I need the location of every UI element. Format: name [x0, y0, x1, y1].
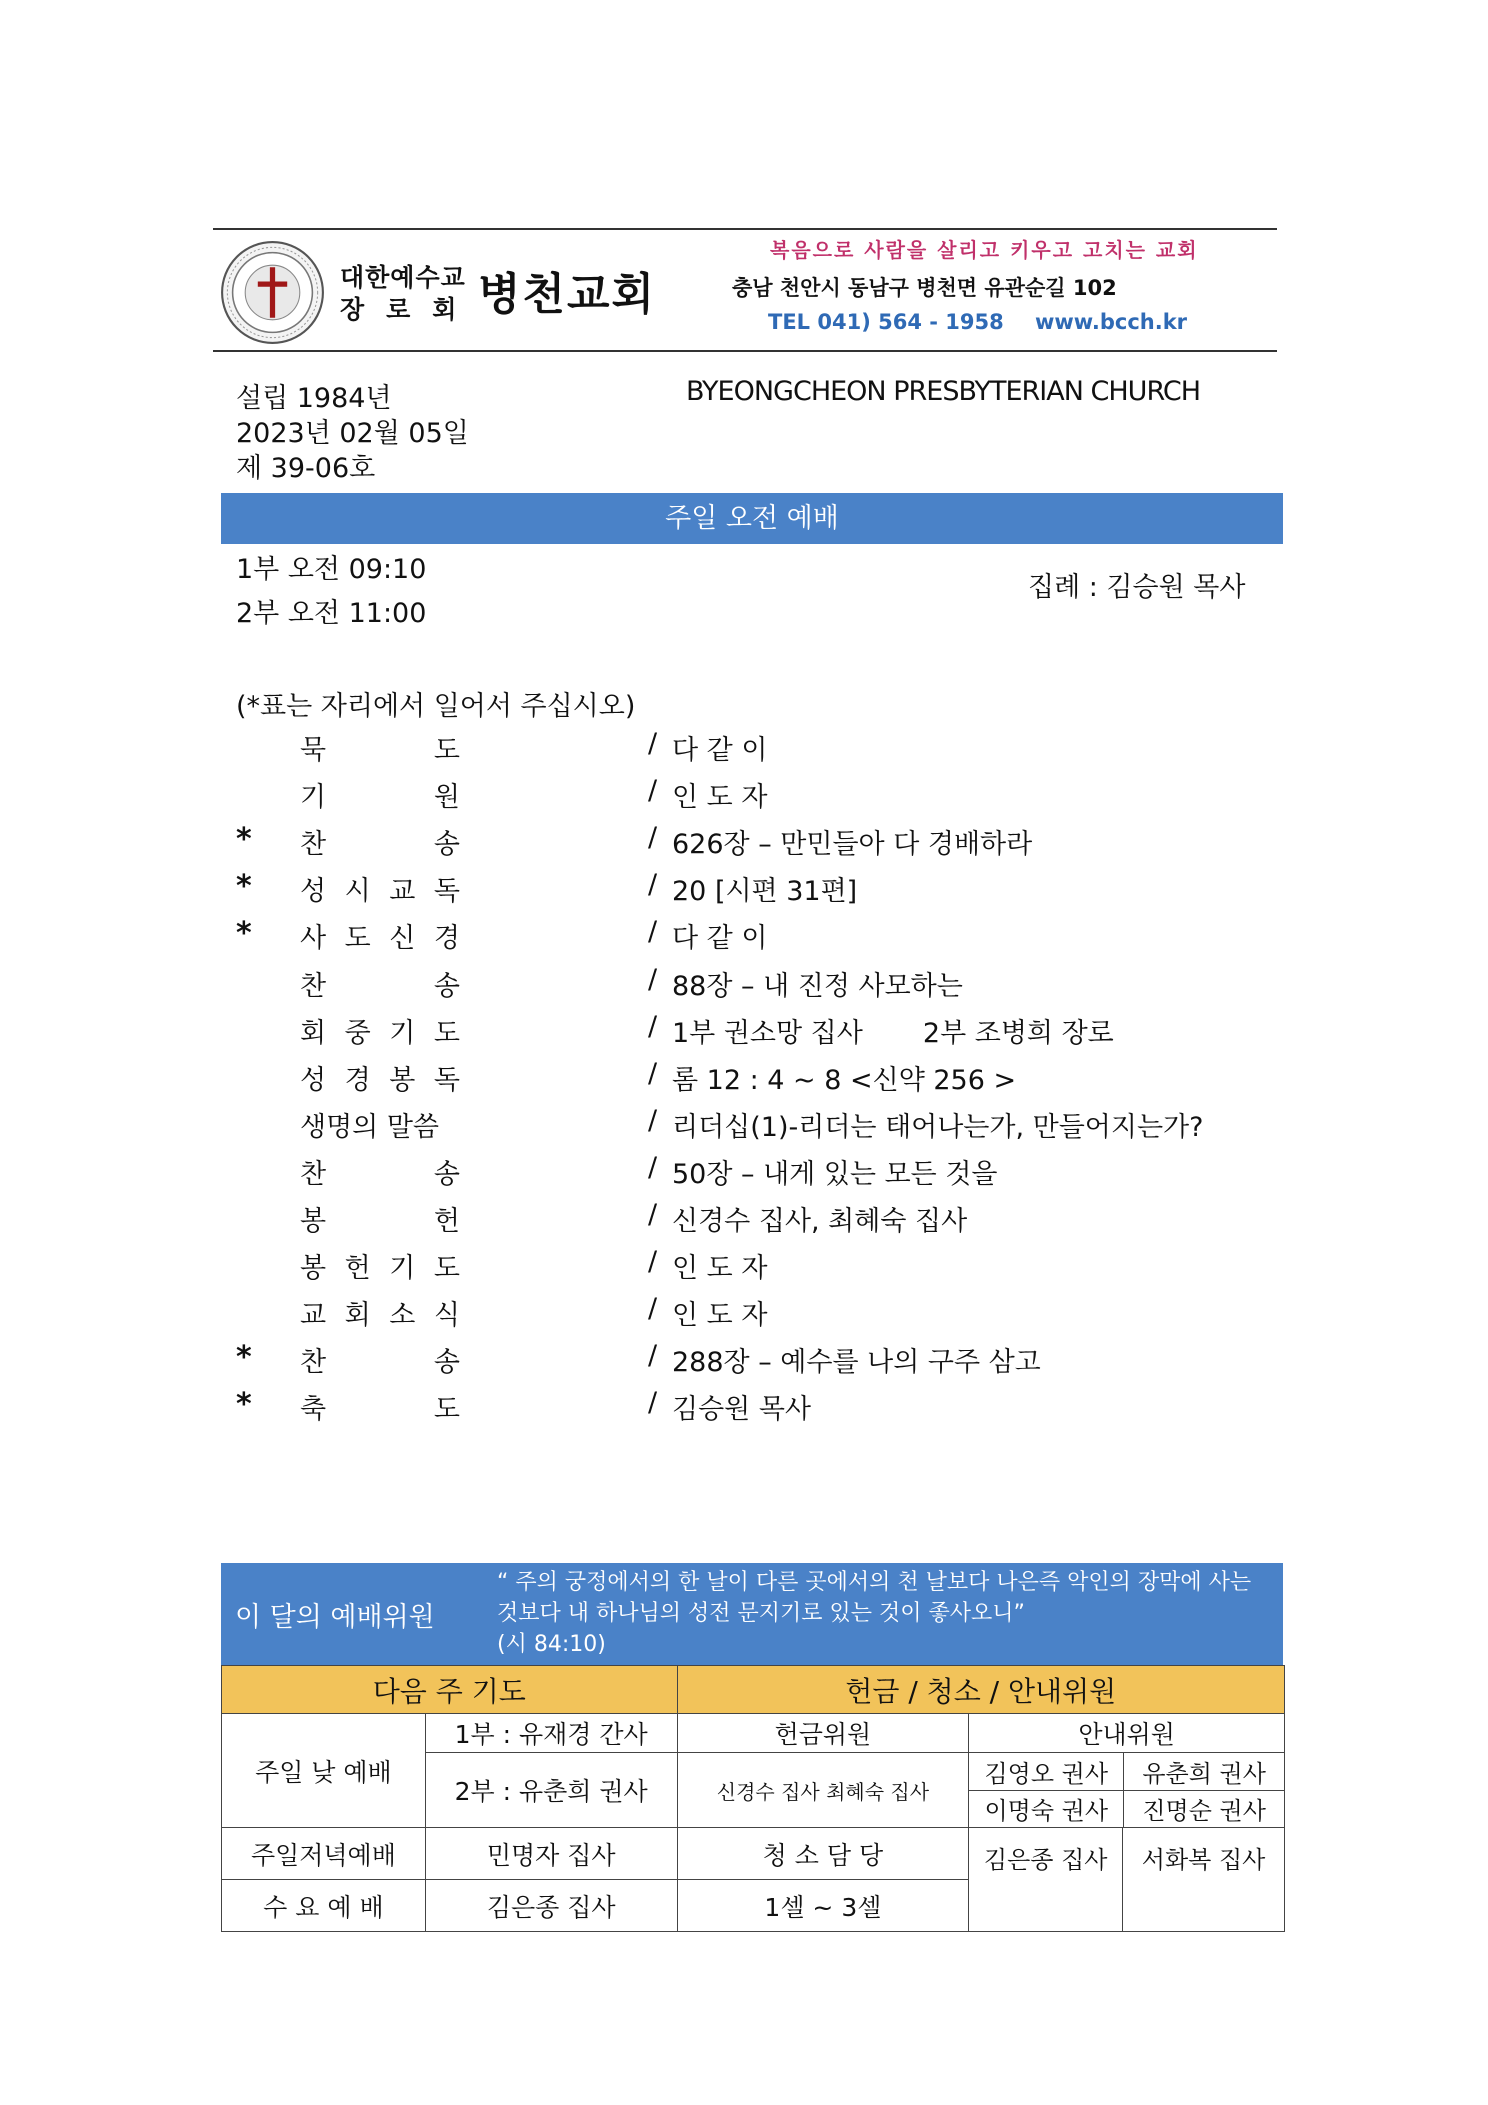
- separator-slash: /: [648, 775, 658, 807]
- separator-slash: /: [648, 1340, 658, 1372]
- separator-slash: /: [648, 963, 658, 995]
- usher-name: 서화복 집사: [1123, 1828, 1285, 1932]
- table-header-row: [222, 1666, 1285, 1714]
- usher-label: 안내위원: [969, 1714, 1285, 1753]
- order-item-name: [300, 1152, 460, 1191]
- order-item-name: [300, 1387, 460, 1426]
- order-item-char: 교: [300, 1300, 327, 1332]
- scripture-quote-text: “ 주의 궁정에서의 한 날이 다른 곳에서의 천 날보다 나은즉 악인의 장막에 사는 것보다 내 하나님의 성전 문지기로 있는 것이 좋사오니”: [497, 1570, 1252, 1626]
- order-item-name: [300, 1340, 460, 1379]
- order-item-char: 기: [389, 1017, 416, 1049]
- offering-names: 신경수 집사 최혜숙 집사: [677, 1753, 969, 1828]
- order-item-char: 도: [433, 735, 460, 766]
- order-item-char: 독: [433, 1064, 460, 1096]
- standing-marker: *: [236, 822, 252, 858]
- order-item-char: 성: [300, 1064, 327, 1096]
- order-item-value: 인 도 자: [672, 782, 768, 814]
- separator-slash: /: [648, 822, 658, 854]
- standing-marker: *: [236, 1387, 252, 1423]
- scripture-quote-ref: (시 84:10): [497, 1632, 606, 1657]
- order-item-value: 롬 12 : 4 ~ 8 <신약 256 >: [672, 1064, 1017, 1096]
- sunday-evening-label: 주일저녁예배: [222, 1828, 426, 1880]
- order-row: [236, 775, 1296, 819]
- separator-slash: /: [648, 728, 658, 759]
- separator-slash: /: [648, 1057, 658, 1089]
- order-item-char: 경: [344, 1064, 371, 1096]
- standing-note: (*표는 자리에서 일어서 주십시오): [236, 691, 636, 722]
- order-item-char: 시: [344, 876, 371, 908]
- order-item-name: [300, 1293, 460, 1332]
- separator-slash: /: [648, 1104, 658, 1136]
- scripture-quote: [497, 1567, 1267, 1660]
- order-item-name: [300, 1058, 460, 1097]
- order-item-value: 인 도 자: [672, 1253, 768, 1285]
- church-name: 병천교회: [478, 269, 657, 320]
- order-item-value: 1부 권소망 집사 2부 조병희 장로: [672, 1017, 1114, 1049]
- order-item-char: 찬: [300, 1158, 327, 1190]
- founded-year: 설립 1984년: [236, 383, 392, 414]
- order-row: [236, 1387, 1296, 1431]
- table-row: [222, 1714, 1285, 1753]
- usher-name: 유춘희 권사: [1142, 1759, 1266, 1788]
- order-item-char: 교: [389, 876, 416, 908]
- order-item-char: 도: [433, 1253, 460, 1285]
- order-item-char: 중: [344, 1017, 371, 1049]
- order-item-name: [300, 1011, 460, 1050]
- order-item-name: [300, 964, 460, 1003]
- standing-marker: *: [236, 1340, 252, 1376]
- header-prayer: 다음 주 기도: [222, 1666, 678, 1714]
- order-row: [236, 1293, 1296, 1337]
- wednesday-prayer: 김은종 집사: [425, 1880, 677, 1932]
- order-item-char: 독: [433, 876, 460, 908]
- english-church-name: BYEONGCHEON PRESBYTERIAN CHURCH: [686, 376, 1201, 407]
- service-time-1: 1부 오전 09:10: [236, 554, 427, 585]
- church-address: 충남 천안시 동남구 병천면 유관순길 102: [732, 276, 1117, 300]
- committee-band: [221, 1563, 1283, 1665]
- order-item-char: 송: [433, 1347, 460, 1379]
- order-item-char: 송: [433, 970, 460, 1002]
- order-item-name: [300, 869, 460, 908]
- order-item-char: 식: [433, 1300, 460, 1332]
- order-item-value: 리더십(1)-리더는 태어나는가, 만들어지는가?: [672, 1111, 1204, 1143]
- church-motto: 복음으로 사람을 살리고 키우고 고치는 교회: [770, 238, 1199, 262]
- order-item-char: 생명의 말씀: [300, 1111, 439, 1143]
- cleaning-cells: 1셀 ~ 3셀: [677, 1880, 969, 1932]
- order-item-char: 봉: [300, 1206, 327, 1237]
- separator-slash: /: [648, 916, 658, 948]
- prayer-second-service: 2부 : 유춘희 권사: [425, 1753, 677, 1828]
- order-item-char: 찬: [300, 970, 327, 1002]
- order-item-char: 송: [433, 1158, 460, 1190]
- order-item-value: 김승원 목사: [672, 1394, 811, 1426]
- order-item-char: 송: [433, 829, 460, 861]
- committee-title: 이 달의 예배위원: [235, 1602, 435, 1633]
- order-row: [236, 916, 1296, 960]
- order-item-name: [300, 1199, 460, 1238]
- order-item-name: [300, 1105, 460, 1144]
- evening-prayer: 민명자 집사: [425, 1828, 677, 1880]
- usher-name: 김영오 권사: [969, 1753, 1124, 1790]
- order-row: [236, 1152, 1296, 1196]
- order-item-char: 묵: [300, 735, 327, 766]
- order-item-value: 20 [시편 31편]: [672, 876, 858, 908]
- order-item-value: 88장 – 내 진정 사모하는: [672, 970, 963, 1002]
- order-item-value: 626장 – 만민들아 다 경배하라: [672, 829, 1033, 861]
- order-row: [236, 1246, 1296, 1290]
- bulletin-date: 2023년 02월 05일: [236, 418, 469, 449]
- usher-name: 김은종 집사: [969, 1828, 1123, 1932]
- service-title-band: [221, 493, 1283, 544]
- order-item-char: 찬: [300, 1347, 327, 1379]
- cleaning-label: 청 소 담 당: [677, 1828, 969, 1880]
- separator-slash: /: [648, 1293, 658, 1325]
- order-item-char: 헌: [433, 1206, 460, 1237]
- order-row: [236, 1058, 1296, 1102]
- order-row: [236, 1340, 1296, 1384]
- issue-number: 제 39-06호: [236, 453, 376, 484]
- order-item-char: 소: [389, 1300, 416, 1332]
- church-phone: TEL 041) 564 - 1958: [768, 310, 1004, 334]
- order-item-char: 봉: [389, 1064, 416, 1096]
- order-item-value: 신경수 집사, 최혜숙 집사: [672, 1206, 968, 1237]
- order-item-char: 헌: [344, 1253, 371, 1285]
- order-item-name: [300, 728, 460, 767]
- usher-grid: [969, 1753, 1284, 1827]
- order-item-char: 찬: [300, 829, 327, 861]
- order-row: [236, 869, 1296, 913]
- order-item-value: 다 같 이: [672, 923, 768, 955]
- order-item-char: 신: [389, 923, 416, 955]
- separator-slash: /: [648, 1199, 658, 1230]
- presbyterian-seal-icon: [220, 240, 325, 345]
- order-item-char: 경: [433, 923, 460, 955]
- offering-label: 헌금위원: [677, 1714, 969, 1753]
- order-row: [236, 822, 1296, 866]
- usher-name: 진명순 권사: [1124, 1790, 1284, 1827]
- separator-slash: /: [648, 1151, 658, 1183]
- order-item-char: 봉: [300, 1253, 327, 1285]
- order-item-char: 기: [389, 1253, 416, 1285]
- order-row: [236, 1199, 1296, 1243]
- church-website[interactable]: www.bcch.kr: [1035, 310, 1188, 334]
- usher-name: 이명숙 권사: [969, 1790, 1124, 1827]
- standing-marker: *: [236, 916, 252, 952]
- order-item-char: 도: [344, 923, 371, 955]
- order-row: [236, 1105, 1296, 1149]
- denomination-line2: 장로회: [340, 295, 479, 324]
- order-item-char: 도: [433, 1017, 460, 1049]
- separator-slash: /: [648, 1387, 658, 1419]
- wednesday-label: 수 요 예 배: [222, 1880, 426, 1932]
- order-item-char: 회: [344, 1300, 371, 1332]
- order-item-name: [300, 775, 460, 814]
- sunday-day-service-label: 주일 낮 예배: [222, 1714, 426, 1828]
- order-item-char: 사: [300, 923, 327, 955]
- order-item-value: 50장 – 내게 있는 모든 것을: [672, 1158, 998, 1190]
- order-item-char: 성: [300, 876, 327, 908]
- order-item-value: 다 같 이: [672, 735, 768, 766]
- service-title: 주일 오전 예배: [665, 503, 839, 534]
- order-item-name: [300, 822, 460, 861]
- order-item-char: 원: [433, 782, 460, 814]
- service-time-2: 2부 오전 11:00: [236, 598, 427, 629]
- separator-slash: /: [648, 1010, 658, 1042]
- committee-table: [221, 1665, 1285, 1932]
- order-item-char: 회: [300, 1017, 327, 1049]
- order-row: [236, 728, 1296, 772]
- header-top-rule: [213, 228, 1277, 230]
- table-row: [222, 1828, 1285, 1880]
- separator-slash: /: [648, 869, 658, 901]
- usher-grid-cell: [969, 1753, 1285, 1828]
- standing-marker: *: [236, 869, 252, 905]
- order-item-value: 인 도 자: [672, 1300, 768, 1332]
- separator-slash: /: [648, 1246, 658, 1278]
- order-item-value: 288장 – 예수를 나의 구주 삼고: [672, 1347, 1041, 1379]
- order-row: [236, 964, 1296, 1008]
- prayer-first-service: 1부 : 유재경 간사: [425, 1714, 677, 1753]
- order-item-char: 축: [300, 1394, 327, 1426]
- order-item-char: 도: [433, 1394, 460, 1426]
- order-item-char: 기: [300, 782, 327, 814]
- order-item-name: [300, 916, 460, 955]
- order-row: [236, 1011, 1296, 1055]
- presider: 집례 : 김승원 목사: [1028, 572, 1246, 603]
- header-duty: 헌금 / 청소 / 안내위원: [677, 1666, 1284, 1714]
- denomination-line1: 대한예수교: [340, 263, 466, 292]
- header-bottom-rule: [213, 350, 1277, 352]
- order-item-name: [300, 1246, 460, 1285]
